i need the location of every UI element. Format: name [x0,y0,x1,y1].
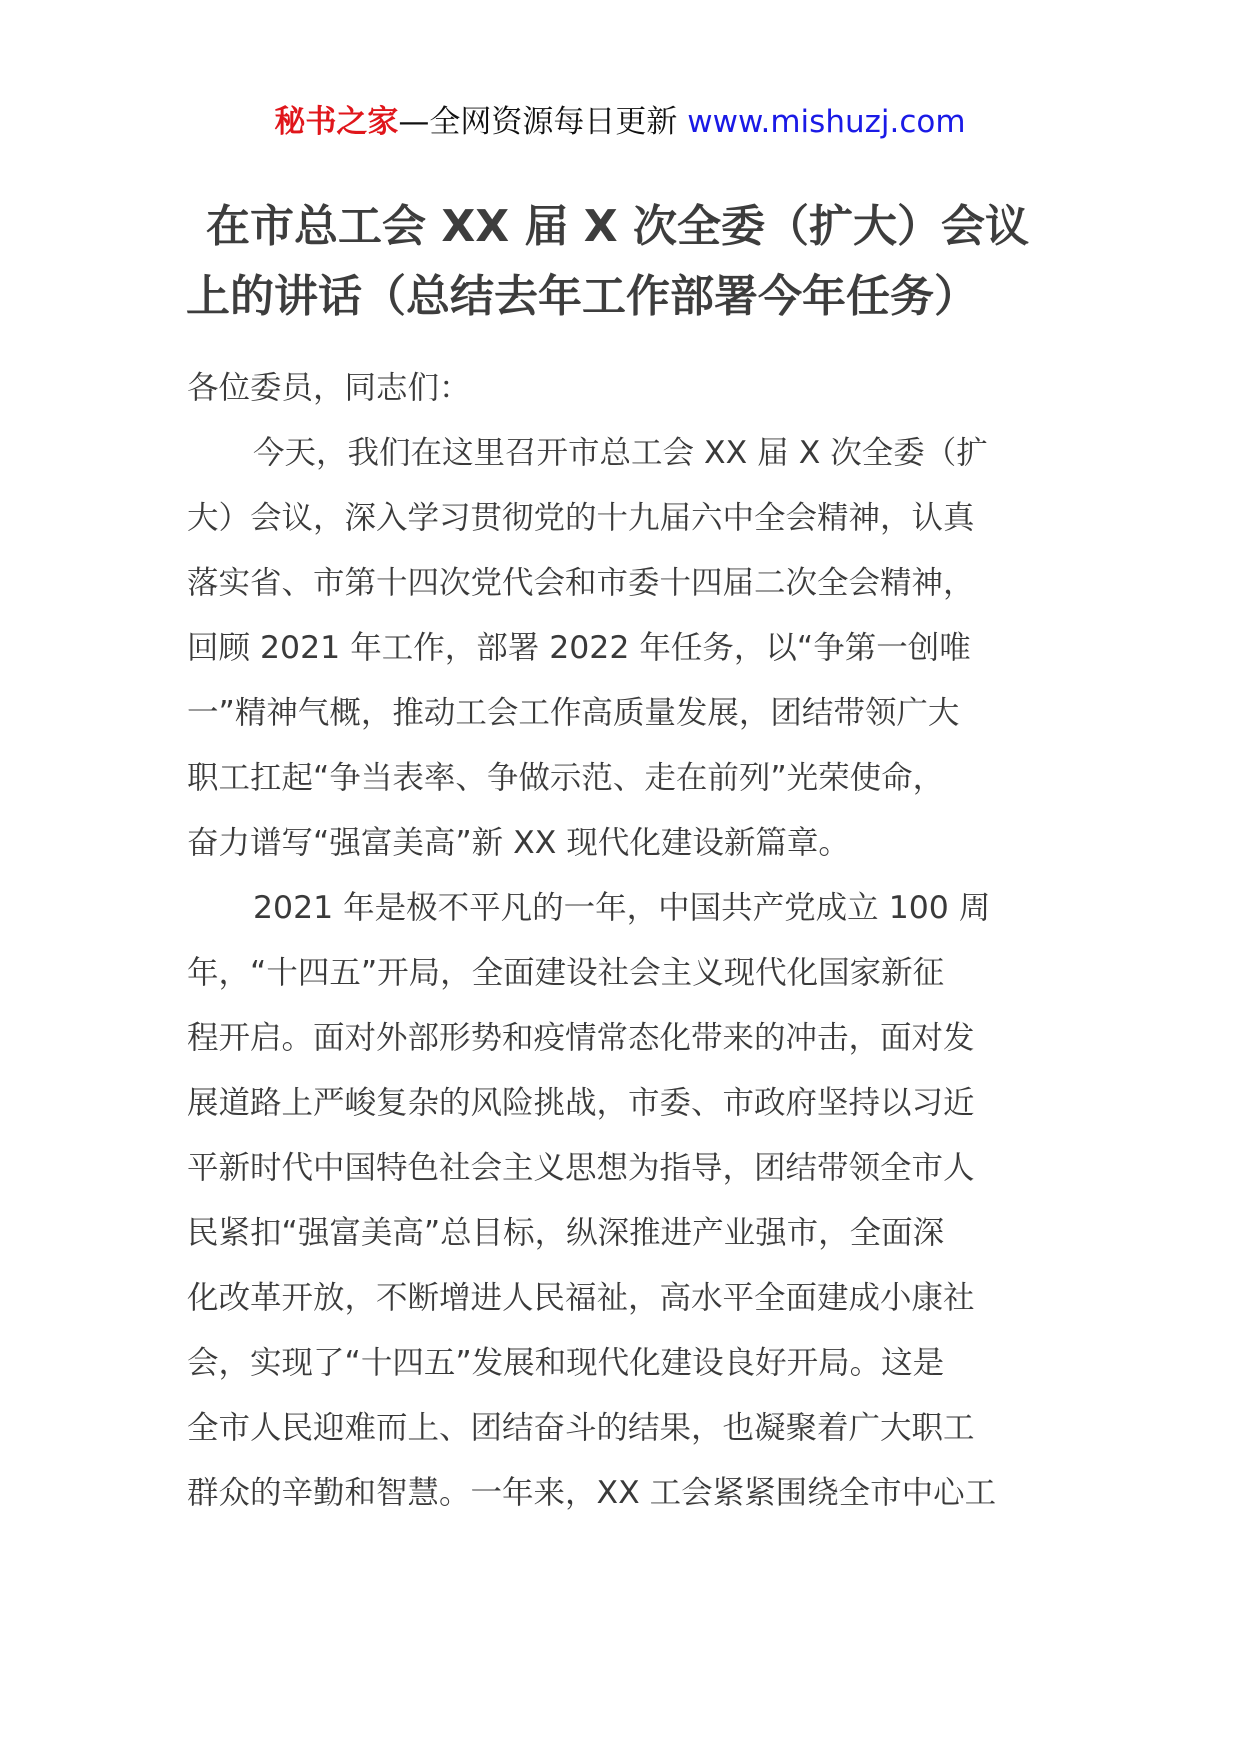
body-line: 展道路上严峻复杂的风险挑战，市委、市政府坚持以习近 [187,1085,975,1121]
body-line: 全市人民迎难而上、团结奋斗的结果，也凝聚着广大职工 [187,1410,975,1446]
body-line: 化改革开放，不断增进人民福祉，高水平全面建成小康社 [187,1280,975,1316]
body-line: 职工扛起“争当表率、争做示范、走在前列”光荣使命， [187,760,945,796]
body-line: 程开启。面对外部形势和疫情常态化带来的冲击，面对发 [187,1020,975,1056]
body-line: 年，“十四五”开局，全面建设社会主义现代化国家新征 [187,955,945,991]
salutation: 各位委员，同志们： [187,370,471,406]
body-line: 今天，我们在这里召开市总工会 XX 届 X 次全委（扩 [253,435,988,471]
title-line: 在市总工会 XX 届 X 次全委（扩大）会议 [206,201,1030,252]
body-line: 一”精神气概，推动工会工作高质量发展，团结带领广大 [187,695,960,731]
body-line: 群众的辛勤和智慧。一年来，XX 工会紧紧围绕全市中心工 [187,1475,997,1511]
brand-name: 秘书之家 [274,104,399,140]
site-link[interactable]: www.mishuzj.com [687,104,966,140]
title-line: 上的讲话（总结去年工作部署今年任务） [186,271,978,322]
header-tagline: —全网资源每日更新 [398,104,688,140]
body-line: 回顾 2021 年工作，部署 2022 年任务，以“争第一创唯 [187,630,971,666]
body-line: 会，实现了“十四五”发展和现代化建设良好开局。这是 [187,1345,945,1381]
document-body [187,356,1067,1526]
body-line: 落实省、市第十四次党代会和市委十四届二次全会精神， [187,565,975,601]
body-line: 民紧扣“强富美高”总目标，纵深推进产业强市，全面深 [187,1215,945,1251]
body-line: 奋力谱写“强富美高”新 XX 现代化建设新篇章。 [187,825,850,861]
body-line: 平新时代中国特色社会主义思想为指导，团结带领全市人 [187,1150,975,1186]
body-line: 2021 年是极不平凡的一年，中国共产党成立 100 周 [253,890,991,926]
site-header [0,100,1240,144]
body-line: 大）会议，深入学习贯彻党的十九届六中全会精神，认真 [187,500,975,536]
document-title [186,192,1066,332]
